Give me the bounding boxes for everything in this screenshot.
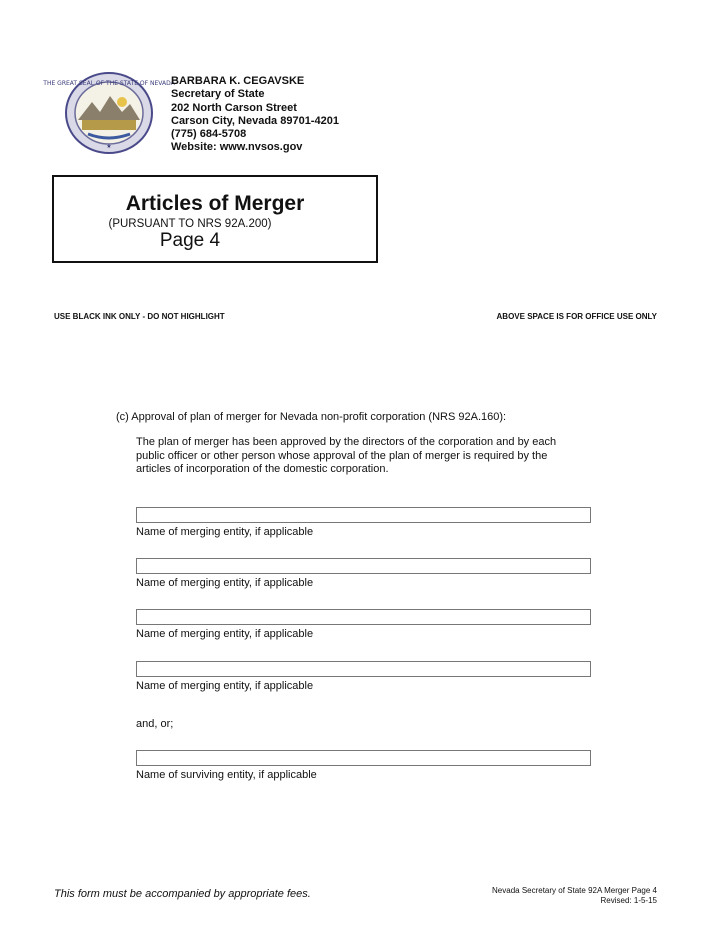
state-seal-logo [43, 72, 175, 154]
website-link[interactable]: Website: www.nvsos.gov [171, 141, 303, 154]
merging-entity-label-4: Name of merging entity, if applicable [136, 680, 314, 692]
section-c-line-1: The plan of merger has been approved by the directors of the corporation and by each [136, 436, 557, 448]
form-name: Nevada Secretary of State 92A Merger Page 4 [492, 886, 657, 895]
phone-number: (775) 684-5708 [171, 128, 247, 141]
issuer-address-block [171, 75, 339, 155]
form-title: Articles of Merger [125, 192, 305, 215]
merging-entity-field-4[interactable] [136, 661, 591, 677]
section-c-heading: (c) Approval of plan of merger for Nevada non-profit corporation (NRS 92A.160): [116, 411, 507, 423]
and-or-text: and, or; [136, 718, 174, 730]
form-title-box [52, 175, 378, 263]
form-subtitle: (PURSUANT TO NRS 92A.200) [108, 218, 272, 230]
surviving-entity-field[interactable] [136, 750, 591, 766]
merging-entity-field-1[interactable] [136, 507, 591, 523]
surviving-entity-label: Name of surviving entity, if applicable [136, 769, 317, 781]
section-c-body [136, 436, 586, 477]
ink-instruction: USE BLACK INK ONLY - DO NOT HIGHLIGHT [54, 312, 225, 321]
section-c-line-2: public officer or other person whose approval of the plan of merger is required by the [136, 449, 548, 462]
revised-date: Revised: 1-5-15 [600, 896, 657, 905]
office-title: Secretary of State [171, 88, 265, 101]
fees-notice: This form must be accompanied by appropriate fees. [54, 888, 311, 900]
form-footer-info [492, 886, 657, 906]
merging-entity-field-3[interactable] [136, 609, 591, 625]
page-number-title: Page 4 [159, 230, 221, 251]
svg-text:★: ★ [106, 143, 112, 150]
merging-entity-field-2[interactable] [136, 558, 591, 574]
street-address: 202 North Carson Street [171, 101, 297, 114]
merging-entity-label-2: Name of merging entity, if applicable [136, 577, 314, 589]
seal-text: THE GREAT SEAL OF THE STATE OF NEVADA [43, 80, 175, 87]
section-c-line-3: articles of incorporation of the domestic corporation. [136, 463, 389, 475]
official-name: BARBARA K. CEGAVSKE [171, 75, 305, 87]
merging-entity-label-1: Name of merging entity, if applicable [136, 526, 314, 538]
office-use-note: ABOVE SPACE IS FOR OFFICE USE ONLY [496, 312, 657, 321]
city-address: Carson City, Nevada 89701-4201 [171, 114, 339, 127]
merging-entity-label-3: Name of merging entity, if applicable [136, 628, 314, 640]
